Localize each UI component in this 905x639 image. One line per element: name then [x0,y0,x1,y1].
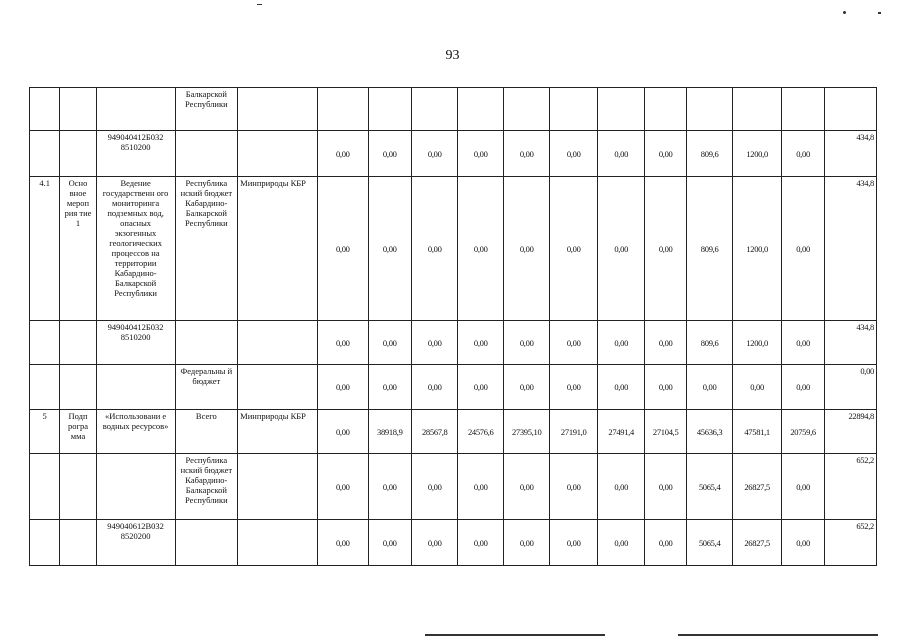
value-cell [825,88,877,131]
value-cell: 0,00 [368,321,411,365]
value-cell [318,88,369,131]
value-cell [503,88,549,131]
value-cell: 0,00 [318,454,369,520]
value-cell: 809,6 [686,131,732,177]
value-cell: 0,00 [503,131,549,177]
value-cell: 24576,6 [458,410,503,454]
row-number-cell: 5 [30,410,60,454]
table-row [30,321,877,365]
value-cell: 0,00 [368,131,411,177]
table-row [30,520,877,566]
value-cell: 0,00 [412,177,458,321]
value-cell: 47581,1 [733,410,782,454]
value-cell: 0,00 [550,131,598,177]
value-cell: 0,00 [781,365,824,410]
value-cell: 0,00 [458,454,503,520]
value-cell: 28567,8 [412,410,458,454]
scan-mark [257,4,262,5]
row-number-cell: 4.1 [30,177,60,321]
scan-mark [843,11,846,14]
table-row [30,410,877,454]
page-number: 93 [445,48,460,63]
value-cell [458,88,503,131]
value-cell [597,88,645,131]
value-cell: 1200,0 [733,177,782,321]
value-cell: 0,00 [550,365,598,410]
row-number-cell [30,520,60,566]
value-cell: 652,2 [825,520,877,566]
value-cell: 5065,4 [686,454,732,520]
executor-cell [238,520,318,566]
executor-cell [238,454,318,520]
table-row [30,88,877,131]
executor-cell [238,365,318,410]
value-cell: 1200,0 [733,131,782,177]
value-cell: 0,00 [781,321,824,365]
value-cell: 45636,3 [686,410,732,454]
value-cell: 0,00 [458,131,503,177]
value-cell: 0,00 [597,131,645,177]
funding-source-cell: Республика нский бюджет Кабардино- Балкарской Республики [175,454,238,520]
value-cell: 27395,10 [503,410,549,454]
value-cell: 0,00 [645,365,686,410]
funding-source-cell: Федеральны й бюджет [175,365,238,410]
value-cell: 434,8 [825,177,877,321]
row-number-cell [30,454,60,520]
value-cell [781,88,824,131]
value-cell: 20759,6 [781,410,824,454]
row-type-cell [60,88,96,131]
table-row [30,454,877,520]
row-number-cell [30,88,60,131]
value-cell: 0,00 [503,520,549,566]
value-cell: 0,00 [318,365,369,410]
value-cell: 0,00 [412,321,458,365]
row-number-cell [30,365,60,410]
funding-source-cell: Республика нский бюджет Кабардино- Балкарской Республики [175,177,238,321]
table-row [30,131,877,177]
value-cell: 0,00 [733,365,782,410]
value-cell [550,88,598,131]
row-title-cell: 949040412Б032 8510200 [96,321,175,365]
value-cell: 22894,8 [825,410,877,454]
value-cell: 0,00 [597,520,645,566]
row-type-cell [60,321,96,365]
table-row [30,365,877,410]
value-cell: 0,00 [503,177,549,321]
row-number-cell [30,131,60,177]
row-type-cell [60,454,96,520]
value-cell: 0,00 [781,454,824,520]
value-cell: 0,00 [503,454,549,520]
row-type-cell: Подп рогра мма [60,410,96,454]
value-cell: 0,00 [368,365,411,410]
value-cell: 0,00 [645,177,686,321]
value-cell: 0,00 [503,365,549,410]
value-cell: 0,00 [597,454,645,520]
value-cell: 0,00 [781,177,824,321]
row-title-cell [96,88,175,131]
value-cell: 0,00 [368,177,411,321]
value-cell: 0,00 [597,177,645,321]
value-cell: 0,00 [318,321,369,365]
value-cell: 0,00 [781,520,824,566]
value-cell: 434,8 [825,321,877,365]
value-cell: 0,00 [645,454,686,520]
row-title-cell: Ведение государственн ого мониторинга подземных вод, опасных экзогенных геологических процессов на территории Кабардино- Балкарской Республики [96,177,175,321]
value-cell: 27491,4 [597,410,645,454]
row-type-cell [60,365,96,410]
value-cell [733,88,782,131]
row-type-cell [60,131,96,177]
value-cell [645,88,686,131]
funding-source-cell [175,131,238,177]
value-cell: 26827,5 [733,454,782,520]
value-cell: 0,00 [597,321,645,365]
value-cell: 0,00 [318,520,369,566]
value-cell: 0,00 [412,131,458,177]
executor-cell [238,131,318,177]
bottom-rule [678,634,878,636]
value-cell: 38918,9 [368,410,411,454]
scan-mark [878,12,881,14]
row-type-cell: Осно вное мероп рия тие 1 [60,177,96,321]
value-cell: 5065,4 [686,520,732,566]
row-title-cell: 949040612В032 8520200 [96,520,175,566]
funding-source-cell: Балкарской Республики [175,88,238,131]
value-cell: 0,00 [458,365,503,410]
bottom-rule [425,634,605,636]
funding-source-cell: Всего [175,410,238,454]
value-cell: 0,00 [318,131,369,177]
value-cell: 434,8 [825,131,877,177]
executor-cell [238,88,318,131]
value-cell: 0,00 [318,410,369,454]
value-cell: 809,6 [686,321,732,365]
executor-cell: Минприроды КБР [238,177,318,321]
row-type-cell [60,520,96,566]
table-row [30,177,877,321]
value-cell [412,88,458,131]
executor-cell: Минприроды КБР [238,410,318,454]
row-title-cell [96,365,175,410]
row-title-cell: «Использовани е водных ресурсов» [96,410,175,454]
row-number-cell [30,321,60,365]
row-title-cell [96,454,175,520]
budget-table [29,87,877,566]
value-cell: 0,00 [318,177,369,321]
value-cell: 0,00 [550,321,598,365]
value-cell: 0,00 [686,365,732,410]
row-title-cell: 949040412Б032 8510200 [96,131,175,177]
value-cell: 652,2 [825,454,877,520]
value-cell: 0,00 [645,520,686,566]
value-cell: 0,00 [597,365,645,410]
funding-source-cell [175,321,238,365]
value-cell: 0,00 [550,454,598,520]
value-cell: 0,00 [458,177,503,321]
value-cell: 1200,0 [733,321,782,365]
executor-cell [238,321,318,365]
value-cell: 0,00 [368,454,411,520]
value-cell: 0,00 [458,520,503,566]
value-cell [686,88,732,131]
value-cell: 0,00 [825,365,877,410]
value-cell: 0,00 [412,365,458,410]
value-cell: 27191,0 [550,410,598,454]
value-cell: 0,00 [550,520,598,566]
value-cell [368,88,411,131]
value-cell: 0,00 [412,520,458,566]
value-cell: 27104,5 [645,410,686,454]
value-cell: 0,00 [412,454,458,520]
value-cell: 0,00 [645,131,686,177]
value-cell: 0,00 [458,321,503,365]
value-cell: 0,00 [550,177,598,321]
value-cell: 809,6 [686,177,732,321]
funding-source-cell [175,520,238,566]
value-cell: 0,00 [645,321,686,365]
value-cell: 0,00 [781,131,824,177]
value-cell: 0,00 [503,321,549,365]
value-cell: 0,00 [368,520,411,566]
value-cell: 26827,5 [733,520,782,566]
